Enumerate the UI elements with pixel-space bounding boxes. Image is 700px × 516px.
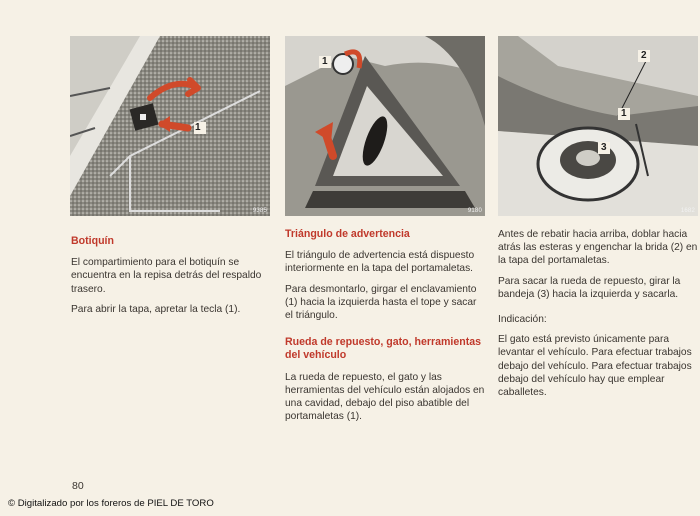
paragraph: El compartimiento para el botiquín se encuentra en la repisa detrás del respaldo trasero. [71,257,262,295]
note-label: Indicación: [498,314,547,326]
callout-1: 1 [195,122,201,133]
callout-2: 2 [641,50,647,61]
spare-wheel-illustration [498,36,698,216]
callout-1: 1 [322,56,328,67]
paragraph: El gato está previsto únicamente para levantar el vehículo. Para efectuar trabajos debajo del vehículo. Para efectuar trabajos debajo del vehículo hay que emplear caballetes. [498,334,692,399]
spare-wheel-section [498,228,698,406]
callout-1: 1 [621,108,627,119]
paragraph: La rueda de repuesto, el gato y las herramientas del vehículo están alojados en una cavidad, debajo del piso abatible del portamaletas (1). [285,371,485,423]
warning-triangle-section [285,228,485,430]
paragraph: El triángulo de advertencia está dispuesto interiormente en la tapa del portamaletas. [285,250,475,275]
section-heading: Rueda de repuesto, gato, herramientas del vehículo [285,336,482,362]
first-aid-kit-illustration [70,36,270,216]
section-heading: Botiquín [71,235,114,247]
section-heading: Triángulo de advertencia [285,228,410,240]
figure-number: 1682 [680,208,695,214]
first-aid-kit-section [71,235,271,323]
callout-3: 3 [601,142,607,153]
paragraph: Para sacar la rueda de repuesto, girar la bandeja (3) hacia la izquierda y sacarla. [498,275,681,300]
paragraph: Para abrir la tapa, apretar la tecla (1). [71,303,241,315]
figure-number: 9180 [467,208,482,214]
scan-credit: © Digitalizado por los foreros de PIEL DE TORO [8,498,214,509]
paragraph: Para desmontarlo, girgar el enclavamiento (1) hacia la izquierda hasta el tope y sacar el triángulo. [285,283,477,322]
paragraph: Antes de rebatir hacia arriba, doblar hacia atrás las esteras y engenchar la brida (2) en la tapa del portamaletas. [498,229,698,267]
page-number: 80 [72,480,84,492]
figure-number: 9385 [252,208,267,214]
warning-triangle-illustration [285,36,485,216]
